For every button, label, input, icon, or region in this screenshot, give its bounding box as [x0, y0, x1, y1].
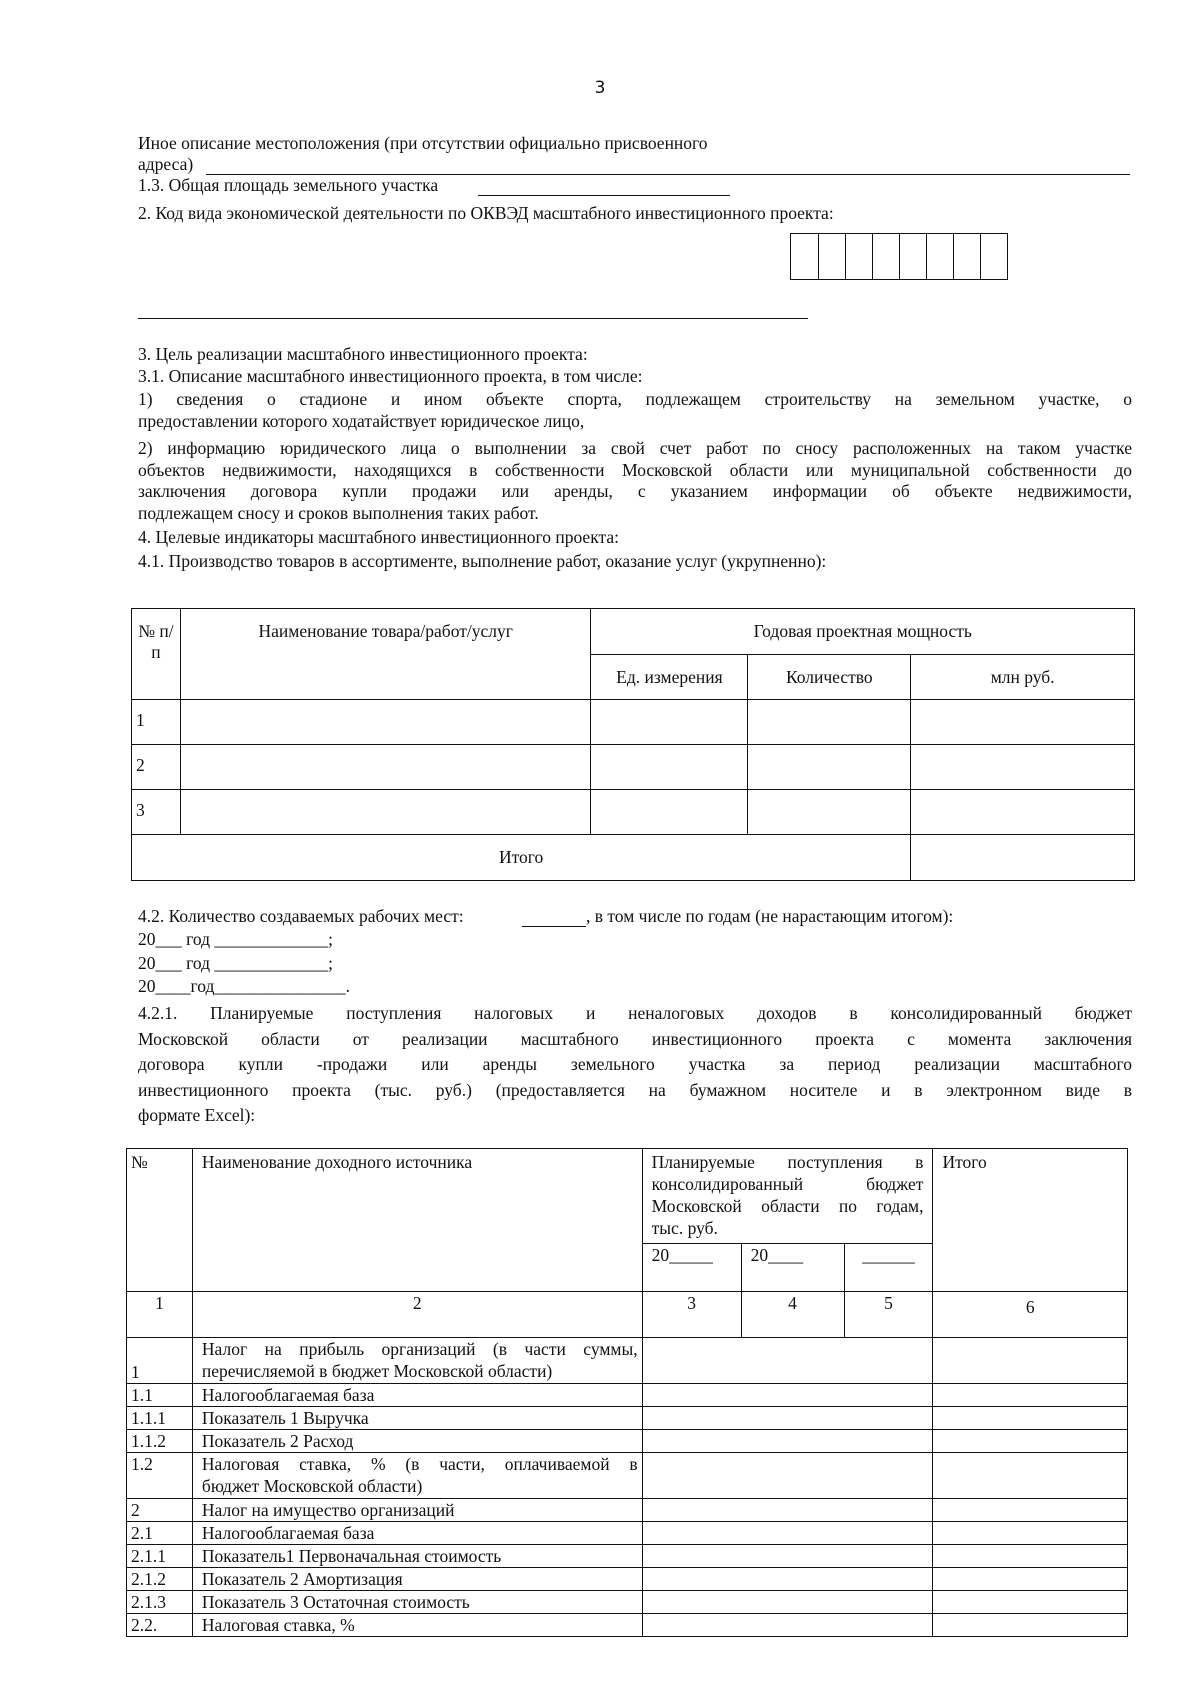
- table-cell[interactable]: [642, 1384, 933, 1407]
- row-name: Налогооблагаемая база: [192, 1384, 642, 1407]
- table-cell[interactable]: [642, 1338, 933, 1384]
- jobs-field[interactable]: [522, 926, 586, 927]
- row-number: 1.2: [127, 1453, 193, 1499]
- page-number: 3: [594, 78, 606, 98]
- revenue-line: договора купли -продажи или аренды земельного участка за период реализации масштабного: [138, 1054, 1132, 1074]
- table-cell[interactable]: [748, 700, 911, 745]
- col-num-header: № п/п: [132, 609, 181, 700]
- planned-header-line: Московской области по годам,: [651, 1196, 924, 1216]
- table-cell[interactable]: [933, 1499, 1128, 1522]
- production-label: 4.1. Производство товаров в ассортименте, выполнение работ, оказание услуг (укрупненно):: [138, 551, 827, 571]
- table-row: [127, 1430, 1128, 1453]
- table-cell[interactable]: [933, 1453, 1128, 1499]
- col-mln-header: млн руб.: [911, 655, 1135, 700]
- okved-cell[interactable]: [980, 234, 1007, 279]
- row-name: [192, 1453, 642, 1499]
- col-capacity-header: Годовая проектная мощность: [591, 609, 1135, 655]
- table-total-row: [132, 835, 1135, 881]
- revenue-line: 4.2.1. Планируемые поступления налоговых и неналоговых доходов в консолидированный бюджет: [138, 1003, 1132, 1023]
- col-qty-header: Количество: [748, 655, 911, 700]
- row-name-line: Налоговая ставка, % (в части, оплачиваемой в: [201, 1454, 638, 1474]
- table-cell[interactable]: [591, 745, 748, 790]
- row-name-line: бюджет Московской области): [201, 1476, 423, 1496]
- index-cell: 2: [192, 1292, 642, 1338]
- row-name: Показатель 1 Выручка: [192, 1407, 642, 1430]
- table-cell[interactable]: [911, 790, 1135, 835]
- row-number: 2.1: [127, 1522, 193, 1545]
- col-num-header: №: [127, 1149, 193, 1292]
- table-cell[interactable]: [642, 1407, 933, 1430]
- item2-paragraph: [138, 438, 1132, 524]
- table-row: [127, 1614, 1128, 1637]
- okved-cell[interactable]: [926, 234, 953, 279]
- table-cell[interactable]: [748, 790, 911, 835]
- table-cell[interactable]: [180, 745, 591, 790]
- table-row: [127, 1568, 1128, 1591]
- table-cell[interactable]: [911, 745, 1135, 790]
- table-cell[interactable]: [748, 745, 911, 790]
- address-label: Иное описание местоположения (при отсутствии официально присвоенного: [138, 133, 708, 153]
- item1-line: 1) сведения о стадионе и ином объекте спорта, подлежащем строительству на земельном участке, о: [138, 389, 1132, 409]
- table-row: [127, 1453, 1128, 1499]
- table-cell[interactable]: [591, 700, 748, 745]
- total-cell[interactable]: [911, 835, 1135, 881]
- row-number: 1: [127, 1338, 193, 1384]
- col-name-header: Наименование доходного источника: [192, 1149, 642, 1292]
- table-cell[interactable]: [642, 1453, 933, 1499]
- row-number: 2.1.2: [127, 1568, 193, 1591]
- table-cell[interactable]: [180, 700, 591, 745]
- table-cell[interactable]: [642, 1614, 933, 1637]
- item2-line: 2) информацию юридического лица о выполнении за свой счет работ по сносу расположенных на таком участке: [138, 438, 1132, 458]
- jobs-suffix: , в том числе по годам (не нарастающим итогом):: [586, 906, 954, 926]
- planned-header-line: консолидированный бюджет: [651, 1174, 924, 1194]
- table-cell[interactable]: [933, 1614, 1128, 1637]
- okved-code-boxes[interactable]: [790, 233, 1008, 280]
- year-line[interactable]: 20___ год _____________;: [138, 953, 334, 973]
- table-cell[interactable]: [911, 700, 1135, 745]
- table-cell[interactable]: [642, 1522, 933, 1545]
- table-cell[interactable]: [933, 1407, 1128, 1430]
- okved-cell[interactable]: [872, 234, 899, 279]
- row-name: Налоговая ставка, %: [192, 1614, 642, 1637]
- row-name: Показатель 2 Расход: [192, 1430, 642, 1453]
- table-row: [127, 1384, 1128, 1407]
- indicators-label: 4. Целевые индикаторы масштабного инвестиционного проекта:: [138, 527, 619, 547]
- index-cell: 1: [127, 1292, 193, 1338]
- item1-line: предоставлении которого ходатайствует юридическое лицо,: [138, 410, 585, 431]
- table-row: [127, 1545, 1128, 1568]
- col-unit-header: Ед. измерения: [591, 655, 748, 700]
- area-field[interactable]: [478, 195, 730, 196]
- production-table: [131, 608, 1135, 881]
- row-name-line: Налог на прибыль организаций (в части суммы,: [201, 1339, 638, 1359]
- row-number: 1.1.1: [127, 1407, 193, 1430]
- revenue-table: [126, 1148, 1128, 1637]
- address-label-cont: адреса): [138, 154, 194, 174]
- table-row: [132, 745, 1135, 790]
- row-number: 2: [132, 745, 181, 790]
- okved-cell[interactable]: [818, 234, 845, 279]
- row-number: 3: [132, 790, 181, 835]
- row-number: 2.1.1: [127, 1545, 193, 1568]
- table-cell[interactable]: [933, 1545, 1128, 1568]
- total-label: Итого: [132, 835, 911, 881]
- table-row: [127, 1407, 1128, 1430]
- okved-cell[interactable]: [845, 234, 872, 279]
- table-cell[interactable]: [642, 1430, 933, 1453]
- table-cell[interactable]: [642, 1591, 933, 1614]
- table-cell[interactable]: [642, 1568, 933, 1591]
- year3-header[interactable]: ______: [844, 1244, 933, 1292]
- item2-line: подлежащем сносу и сроков выполнения таких работ.: [138, 502, 539, 523]
- row-number: 1: [132, 700, 181, 745]
- row-number: 1.1: [127, 1384, 193, 1407]
- year-line[interactable]: 20____год_______________.: [138, 976, 351, 996]
- row-name: Показатель1 Первоначальная стоимость: [192, 1545, 642, 1568]
- table-cell[interactable]: [933, 1591, 1128, 1614]
- year2-header[interactable]: 20____: [741, 1244, 844, 1292]
- table-row: [127, 1338, 1128, 1384]
- table-cell[interactable]: [642, 1545, 933, 1568]
- table-cell[interactable]: [933, 1384, 1128, 1407]
- okved-label: 2. Код вида экономической деятельности по ОКВЭД масштабного инвестиционного проекта:: [138, 203, 834, 223]
- table-cell[interactable]: [933, 1568, 1128, 1591]
- row-number: 2.2.: [127, 1614, 193, 1637]
- okved-cell[interactable]: [899, 234, 926, 279]
- revenue-paragraph: [138, 1001, 1132, 1129]
- row-name: [192, 1338, 642, 1384]
- table-cell[interactable]: [642, 1499, 933, 1522]
- table-cell[interactable]: [591, 790, 748, 835]
- planned-header-line: Планируемые поступления в: [651, 1152, 924, 1172]
- year-line[interactable]: 20___ год _____________;: [138, 929, 334, 949]
- table-row: [132, 700, 1135, 745]
- row-name: Показатель 2 Амортизация: [192, 1568, 642, 1591]
- revenue-line: инвестиционного проекта (тыс. руб.) (предоставляется на бумажном носителе и в электронном виде в: [138, 1079, 1132, 1100]
- col-name-header: Наименование товара/работ/услуг: [180, 609, 591, 700]
- table-row: [127, 1499, 1128, 1522]
- index-cell: 3: [642, 1292, 741, 1338]
- area-label: 1.3. Общая площадь земельного участка: [138, 175, 439, 195]
- col-total-header: Итого: [933, 1149, 1128, 1292]
- table-row: [127, 1591, 1128, 1614]
- revenue-line: Московской области от реализации масштабного инвестиционного проекта с момента заключения: [138, 1028, 1132, 1049]
- index-cell: 4: [741, 1292, 844, 1338]
- okved-description-field[interactable]: [138, 318, 808, 319]
- item1-paragraph: [138, 389, 1132, 432]
- index-row: [127, 1292, 1128, 1338]
- planned-header-line: тыс. руб.: [651, 1218, 718, 1238]
- row-name: Налогооблагаемая база: [192, 1522, 642, 1545]
- jobs-label: 4.2. Количество создаваемых рабочих мест:: [138, 906, 464, 926]
- row-number: 1.1.2: [127, 1430, 193, 1453]
- row-name-line: перечисляемой в бюджет Московской области): [201, 1361, 553, 1381]
- row-number: 2.1.3: [127, 1591, 193, 1614]
- okved-cell[interactable]: [791, 234, 818, 279]
- table-cell[interactable]: [180, 790, 591, 835]
- revenue-line: формате Excel):: [138, 1105, 256, 1125]
- table-cell[interactable]: [933, 1338, 1128, 1384]
- item2-line: объектов недвижимости, находящихся в собственности Московской области или муниципальной собственности до: [138, 459, 1132, 480]
- col-planned-header: [642, 1149, 933, 1244]
- description-label: 3.1. Описание масштабного инвестиционного проекта, в том числе:: [138, 366, 643, 386]
- row-name: Налог на имущество организаций: [192, 1499, 642, 1522]
- row-number: 2: [127, 1499, 193, 1522]
- index-cell: 6: [933, 1292, 1128, 1338]
- goal-label: 3. Цель реализации масштабного инвестиционного проекта:: [138, 344, 588, 364]
- index-cell: 5: [844, 1292, 933, 1338]
- okved-cell[interactable]: [953, 234, 980, 279]
- year1-header[interactable]: 20_____: [642, 1244, 741, 1292]
- row-name: Показатель 3 Остаточная стоимость: [192, 1591, 642, 1614]
- item2-line: заключения договора купли продажи или аренды, с указанием информации об объекте недвижимости,: [138, 481, 1132, 501]
- table-cell[interactable]: [933, 1522, 1128, 1545]
- table-cell[interactable]: [933, 1430, 1128, 1453]
- table-row: [127, 1522, 1128, 1545]
- table-row: [132, 790, 1135, 835]
